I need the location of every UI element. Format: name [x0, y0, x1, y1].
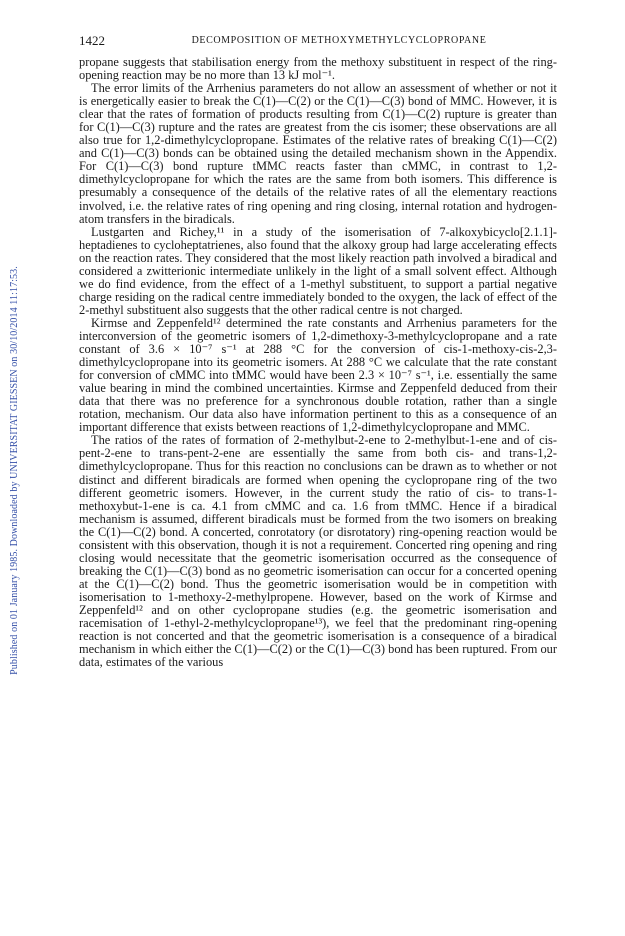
download-watermark — [2, 150, 26, 790]
running-title: DECOMPOSITION OF METHOXYMETHYLCYCLOPROPANE — [191, 35, 487, 46]
paragraph-kirmse-zeppenfeld: Kirmse and Zeppenfeld¹² determined the rate constants and Arrhenius parameters for the interconversion of the geometric isomers of 1,2-dimethoxy-3-methylcyclopropane and a rate constant of 3.6 × 10⁻⁷ s⁻¹ at 288 °C for the conversion of cis-1-methoxy-cis-2,3-dimethylcyclopropane into its geometric isomers. At 288 °C we calculate that the rate constant for conversion of cMMC into tMMC would have been 2.3 × 10⁻⁷ s⁻¹, i.e. essentially the same value bearing in mind the combined uncertainties. Kirmse and Zeppenfeld deduced from their data that there was no preference for a synchronous double rotation, rather than a single rotation, mechanism. Our data also have information pertinent to this as a consequence of an important difference that exists between reactions of 1,2-dimethylcyclopropane and MMC. — [79, 315, 557, 435]
download-watermark-text: Published on 01 January 1985. Downloaded by UNIVERSITAT GIESSEN on 30/10/2014 11:17:53. — [8, 265, 20, 675]
page-number: 1422 — [79, 33, 105, 48]
paragraph-lustgarten-richey: Lustgarten and Richey,¹¹ in a study of the isomerisation of 7-alkoxybicyclo[2.1.1]-heptadienes to cycloheptatrienes, also found that the alkoxy group had large accelerating effects on the reaction rates. They considered that the most likely reaction path involved a biradical and considered a zwitterionic intermediate unlikely in the light of a small solvent effect. Although we do find evidence, from the effect of a 1-methyl substituent, to support a partial negative charge residing on the radical centre immediately bonded to the oxygen, the lack of effect of the 2-methyl substituent also suggests that the other radical centre is not charged. — [79, 224, 557, 317]
paragraph-rate-ratios: The ratios of the rates of formation of 2-methylbut-2-ene to 2-methylbut-1-ene and of cis-pent-2-ene to trans-pent-2-ene are essentially the same from both cis- and trans-1,2-dimethylcyclopropane. Thus for this reaction no conclusions can be drawn as to whether or not distinct and different biradicals are formed when opening the cyclopropane ring of the two different geometric isomers. However, in the current study the ratio of cis- to trans-1-methoxybut-1-ene is ca. 4.1 from cMMC and ca. 1.6 from tMMC. Hence if a biradical mechanism is assumed, different biradicals must be formed from the two isomers on breaking the C(1)—C(2) bond. A concerted, conrotatory (or disrotatory) ring-opening reaction would be consistent with this observation, though it is not a requirement. Concerted ring opening and ring closing would necessitate that the geometric isomerisation occurred as the consequence of breaking the C(1)—C(3) bond as no geometric isomerisation can occur for a concerted opening at the C(1)—C(2) bond. Thus the geometric isomerisation would be in competition with isomerisation to 1-methoxy-2-methylpropene. However, based on the work of Kirmse and Zeppenfeld¹² and on other cyclopropane studies (e.g. the geometric isomerisation and racemisation of 1-ethyl-2-methylcyclopropane¹³), we feel that the predominant ring-opening reaction is not concerted and that the geometric isomerisation is a consequence of a biradical mechanism in which either the C(1)—C(2) or the C(1)—C(3) bond has been ruptured. From our data, estimates of the various — [79, 433, 557, 670]
paragraph-continuation: propane suggests that stabilisation energy from the methoxy substituent in respect of the ring-opening reaction may be no more than 13 kJ mol⁻¹. — [79, 55, 557, 83]
page-header — [79, 33, 557, 51]
paragraph-arrhenius-limits: The error limits of the Arrhenius parameters do not allow an assessment of whether or not it is energetically easier to break the C(1)—C(2) or the C(1)—C(3) bond of MMC. However, it is clear that the rates of formation of products resulting from C(1)—C(2) rupture is greater than for C(1)—C(3) rupture and the rates are greatest from the cis isomer; these observations are all also true for 1,2-dimethylcyclopropane. Estimates of the relative rates of breaking C(1)—C(2) and C(1)—C(3) bonds can be obtained using the detailed mechanism shown in the Appendix. For C(1)—C(3) bond rupture tMMC reacts faster than cMMC, in contrast to 1,2-dimethylcyclopropane for which the rates are the same from both isomers. This difference is presumably a consequence of the details of the relative rates of all the elementary reactions involved, i.e. the relative rates of ring opening and ring closing, internal rotation and hydrogen-atom transfers in the biradicals. — [79, 81, 557, 226]
article-body — [79, 56, 557, 669]
